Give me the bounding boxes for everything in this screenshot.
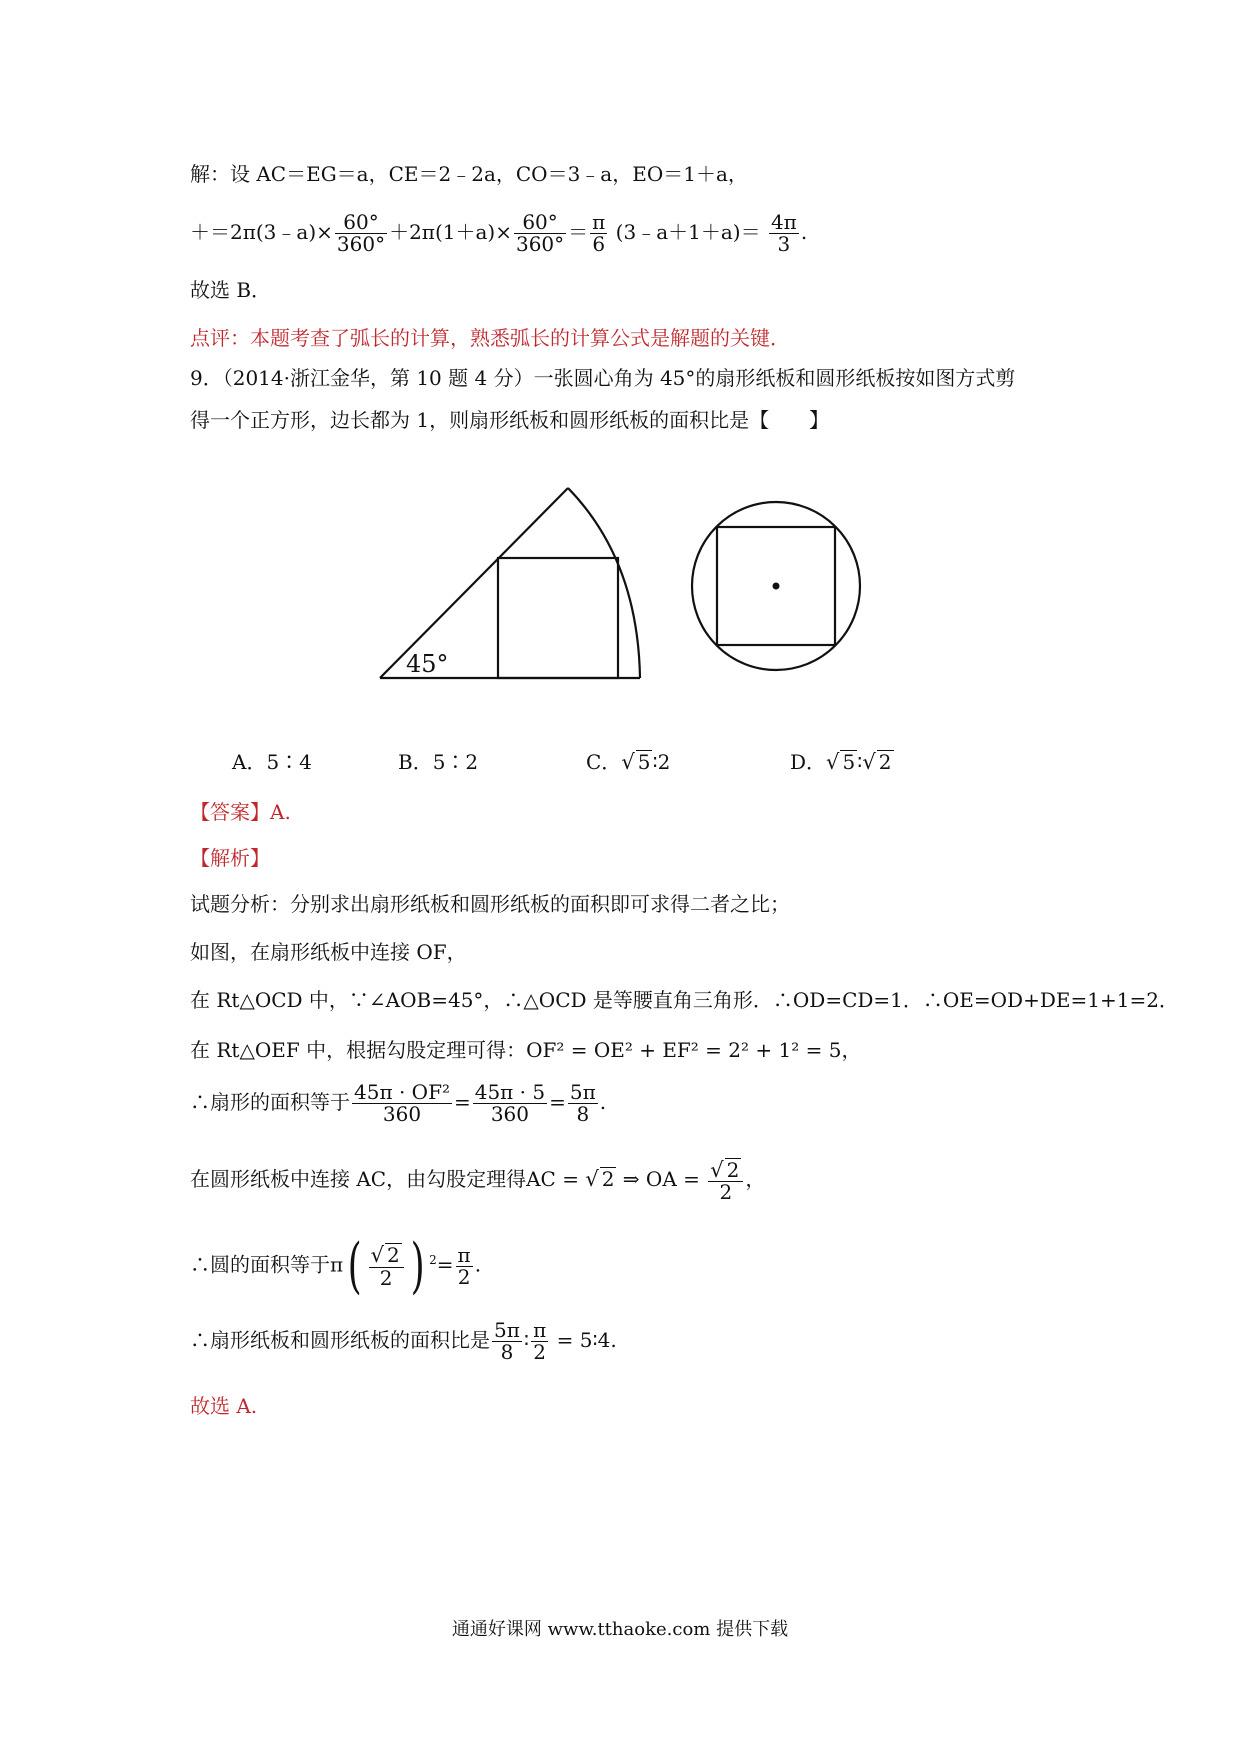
analysis-line-4	[190, 1036, 861, 1064]
circle-center-dot	[773, 583, 780, 590]
text: ∴扇形纸板和圆形纸板的面积比是	[190, 1328, 490, 1352]
option-label: C．	[586, 750, 622, 774]
colon: ∶	[523, 1328, 530, 1352]
denominator: 360	[382, 1102, 422, 1126]
radicand: 5	[637, 750, 651, 774]
numerator: π	[457, 1242, 471, 1267]
text: .	[800, 220, 808, 244]
denominator: 6	[592, 232, 606, 256]
option-value: ∶2	[652, 750, 671, 774]
math-text: ⇒ OA =	[616, 1167, 707, 1192]
sector-arc	[568, 488, 640, 678]
footer: 通通好课网 www.tthaoke.com 提供下载	[451, 1619, 789, 1640]
text: .	[610, 1328, 617, 1352]
exponent: 2	[429, 1252, 437, 1267]
question-line-2: 得一个正方形，边长都为 1，则扇形纸板和圆形纸板的面积比是【 】	[190, 408, 830, 432]
radical-sign: √	[621, 750, 635, 774]
option-label: A．	[232, 750, 267, 774]
text: ＝	[568, 220, 589, 244]
text: 在圆形纸板中连接 AC，由勾股定理得	[190, 1167, 527, 1192]
text: 在 Rt△OEF 中，根据勾股定理可得：	[190, 1038, 527, 1062]
separator: ∶	[857, 750, 863, 774]
radicand: 2	[726, 1158, 740, 1182]
denominator: 3	[777, 232, 791, 256]
result: = 5∶4	[550, 1328, 611, 1352]
text: (3﹣a＋1＋a)＝	[609, 220, 767, 244]
analysis-line-8	[190, 1320, 617, 1363]
analysis-heading: 【解析】	[190, 846, 270, 870]
analysis-line-7	[190, 1231, 482, 1301]
radicand: 2	[878, 750, 892, 774]
choose-line: 故选 B．	[190, 278, 272, 302]
fraction	[492, 1320, 522, 1363]
text: .	[599, 1090, 607, 1114]
question-line-1: 9．（2014·浙江金华，第 10 题 4 分）一张圆心角为 45°的扇形纸板和圆形纸板按如图方式剪	[190, 366, 1016, 390]
fraction	[514, 212, 566, 255]
denominator: 360°	[515, 232, 565, 256]
text: ∴圆的面积等于	[190, 1252, 330, 1277]
fraction	[369, 1243, 404, 1288]
text: .	[474, 1252, 482, 1277]
denominator: 2	[457, 1264, 471, 1289]
angle-label: 45°	[406, 650, 449, 678]
radicand: 2	[601, 1167, 615, 1192]
solution-line-2	[190, 212, 807, 255]
final-choice: 故选 A.	[190, 1394, 258, 1418]
radicand: 2	[386, 1243, 400, 1268]
radical-sign: √	[370, 1243, 384, 1268]
fraction	[568, 1082, 598, 1125]
analysis-line-2: 如图，在扇形纸板中连接 OF，	[190, 940, 467, 964]
comment-line: 点评：本题考查了弧长的计算，熟悉弧长的计算公式是解题的关键．	[190, 326, 790, 350]
radical-sign: √	[585, 1167, 599, 1192]
numerator	[369, 1243, 404, 1267]
math-expression: OF² = OE² + EF² = 2² + 1² = 5	[526, 1038, 842, 1062]
numerator: 45π · 5	[474, 1080, 546, 1104]
sector-square	[498, 558, 618, 678]
numerator: 60°	[335, 212, 387, 234]
fraction	[335, 212, 387, 255]
numerator: 5π	[494, 1318, 520, 1342]
radicand: 5	[842, 750, 856, 774]
denominator: 8	[500, 1340, 514, 1364]
math-text: AC =	[526, 1167, 586, 1192]
analysis-line-5	[190, 1082, 606, 1125]
numerator	[708, 1158, 743, 1182]
text: ＋2π(1＋a)×	[389, 220, 512, 244]
right-paren: )	[410, 1231, 425, 1301]
numerator: 60°	[514, 212, 566, 234]
denominator: 360	[490, 1102, 530, 1126]
fraction	[473, 1082, 547, 1125]
numerator: π	[533, 1318, 547, 1342]
option-value: 5∶2	[432, 750, 479, 774]
denominator: 2	[533, 1340, 547, 1364]
equals: =	[436, 1252, 454, 1277]
option-a	[232, 748, 312, 776]
radical-sign: √	[826, 750, 840, 774]
numerator: π	[592, 210, 606, 234]
numerator: 4π	[770, 210, 797, 234]
equals: =	[453, 1090, 471, 1114]
option-c	[586, 748, 670, 776]
analysis-line-6	[190, 1158, 765, 1203]
radical-sign: √	[710, 1158, 724, 1182]
option-value: 5∶4	[266, 750, 312, 774]
solution-line-1: 解：设 AC＝EG＝a，CE＝2﹣2a，CO＝3﹣a，EO＝1＋a，	[190, 162, 748, 186]
numerator: 45π · OF²	[354, 1080, 450, 1104]
answer-line: 【答案】A.	[190, 800, 291, 824]
denominator: 2	[719, 1180, 733, 1205]
fraction	[352, 1082, 452, 1125]
equals: =	[549, 1090, 566, 1114]
fraction	[590, 212, 607, 255]
option-b	[398, 748, 478, 776]
analysis-line-3: 在 Rt△OCD 中，∵∠AOB=45°，∴△OCD 是等腰直角三角形．∴OD=CD=1．∴OE=OD+DE=1+1=2．	[190, 988, 1179, 1012]
denominator: 2	[379, 1265, 393, 1290]
text: ，	[745, 1167, 766, 1192]
question-figure	[370, 470, 870, 690]
left-paren: (	[347, 1231, 362, 1301]
text: ，	[841, 1038, 862, 1062]
fraction	[531, 1320, 548, 1363]
fraction	[769, 212, 799, 255]
text: ＋＝2π(3﹣a)×	[190, 220, 333, 244]
text: ∴扇形的面积等于	[190, 1090, 350, 1114]
denominator: 8	[576, 1102, 590, 1126]
radical-sign: √	[862, 750, 876, 774]
option-d	[790, 748, 894, 776]
option-label: D．	[790, 750, 827, 774]
numerator: 5π	[569, 1080, 596, 1104]
fraction	[456, 1242, 473, 1289]
pi: π	[330, 1252, 344, 1277]
analysis-line-1: 试题分析：分别求出扇形纸板和圆形纸板的面积即可求得二者之比；	[190, 892, 790, 916]
option-label: B．	[398, 750, 433, 774]
denominator: 360°	[336, 232, 386, 256]
fraction	[708, 1158, 743, 1203]
